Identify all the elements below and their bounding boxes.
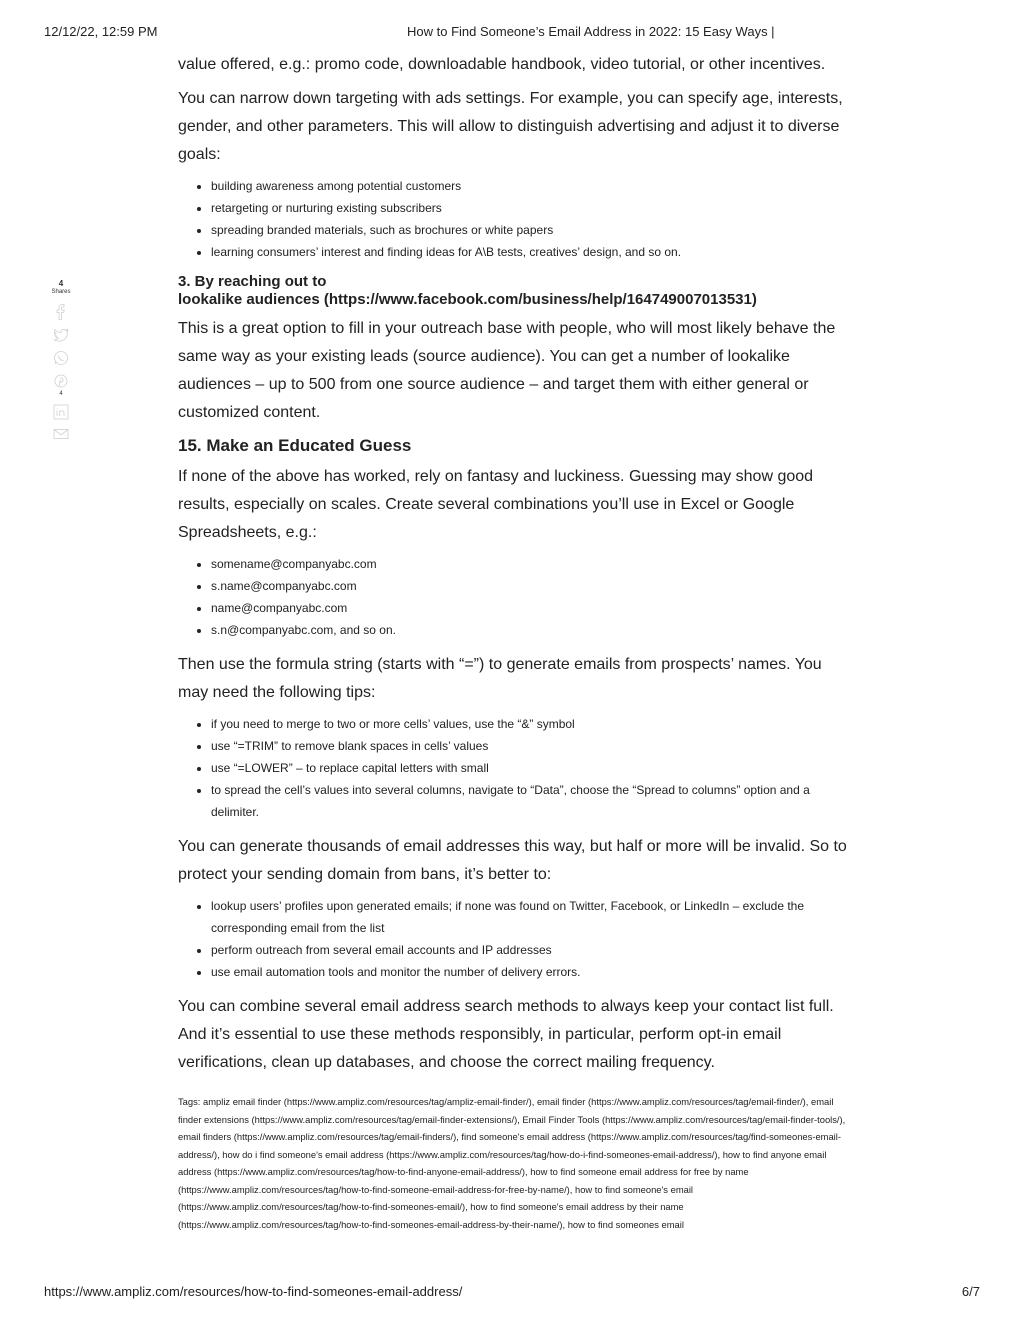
paragraph-lookalike: This is a great option to fill in your outreach base with people, who will most likely behave the same way as your existing leads (source audience). You can get a number of lookalike audiences – up to 500 from one source audience – and target them with either general or customized content.: [178, 320, 836, 421]
share-bar: [46, 279, 76, 448]
heading-lookalike[interactable]: [178, 273, 848, 309]
tags-list[interactable]: Tags: ampliz email finder (https://www.ampliz.com/resources/tag/ampliz-email-finder/), email finder (https://www.ampliz.com/resources/tag/email-finder/), email finder extensions (https://www.ampliz.com/resources/tag/email-finder-extensions/), Email Finder Tools (https://www.ampliz.com/resources/tag/email-finder-tools/), email finders (https://www.ampliz.com/resources/tag/email-finders/), find someone's email address (https://www.ampliz.com/resources/tag/find-someones-email-address/), how do i find someone's email address (https://www.ampliz.com/resources/tag/how-do-i-find-someones-email-address/), how to find anyone email address (https://www.ampliz.com/resources/tag/how-to-find-anyone-email-address/), how to find someone email address for free by name (https://www.ampliz.com/resources/tag/how-to-find-someone-email-address-for-free-by-name/), how to find someone's email (https://www.ampliz.com/resources/tag/how-to-find-someones-email/), how to find someone's email address by their name (https://www.ampliz.com/resources/tag/how-to-find-someones-email-address-by-their-name/), how to find someones email: [178, 1096, 846, 1230]
list-item: • retargeting or nurturing existing subscribers: [211, 197, 848, 219]
paragraph-generate: You can generate thousands of email addresses this way, but half or more will be invalid. So to protect your sending domain from bans, it’s better to:: [178, 838, 847, 883]
print-footer: [0, 1284, 1024, 1304]
paragraph-intro: value offered, e.g.: promo code, downloadable handbook, video tutorial, or other incentives.: [178, 56, 826, 73]
whatsapp-icon[interactable]: [46, 350, 76, 366]
linkedin-icon[interactable]: [46, 404, 76, 420]
twitter-icon[interactable]: [46, 328, 76, 342]
print-url: https://www.ampliz.com/resources/how-to-find-someones-email-address/: [44, 1284, 463, 1299]
paragraph-guess: If none of the above has worked, rely on fantasy and luckiness. Guessing may show good results, especially on scales. Create several combinations you’ll use in Excel or Google Spreadsheets, e.g.:: [178, 468, 814, 541]
list-item: • learning consumers’ interest and finding ideas for A\B tests, creatives’ design, and so on.: [211, 241, 848, 263]
list-item: • s.n@companyabc.com, and so on.: [211, 619, 848, 641]
list-item: • somename@companyabc.com: [211, 553, 848, 575]
facebook-icon[interactable]: [46, 304, 76, 320]
list-item: • lookup users’ profiles upon generated emails; if none was found on Twitter, Facebook, or LinkedIn – exclude the corresponding email from the list: [211, 895, 848, 939]
share-label: Shares: [51, 289, 71, 295]
print-header: [0, 24, 1024, 44]
list-item: • building awareness among potential customers: [211, 175, 848, 197]
protect-list: [178, 895, 848, 983]
list-item: • use “=TRIM” to remove blank spaces in cells’ values: [211, 735, 848, 757]
paragraph-targeting: You can narrow down targeting with ads settings. For example, you can specify age, interests, gender, and other parameters. This will allow to distinguish advertising and adjust it to diverse goals:: [178, 90, 843, 163]
list-item: • spreading branded materials, such as brochures or white papers: [211, 219, 848, 241]
email-icon[interactable]: [46, 428, 76, 440]
print-page-title: How to Find Someone’s Email Address in 2022: 15 Easy Ways |: [407, 24, 775, 39]
list-item: • use “=LOWER” – to replace capital letters with small: [211, 757, 848, 779]
paragraph-combine: You can combine several email address search methods to always keep your contact list full. And it’s essential to use these methods responsibly, in particular, perform opt-in email verifications, clean up databases, and choose the correct mailing frequency.: [178, 998, 834, 1071]
list-item: • if you need to merge to two or more cells’ values, use the “&” symbol: [211, 713, 848, 735]
email-combinations-list: [178, 553, 848, 641]
paragraph-formula: Then use the formula string (starts with “=”) to generate emails from prospects’ names. You may need the following tips:: [178, 656, 822, 701]
print-datetime: 12/12/22, 12:59 PM: [44, 24, 158, 39]
heading-educated-guess: 15. Make an Educated Guess: [178, 436, 412, 455]
share-count: 4: [58, 279, 64, 288]
list-item: • to spread the cell’s values into several columns, navigate to “Data”, choose the “Spread to columns” option and a delimiter.: [211, 779, 848, 823]
list-item: • name@companyabc.com: [211, 597, 848, 619]
goals-list: [178, 175, 848, 263]
lookalike-link[interactable]: lookalike audiences (https://www.facebook.com/business/help/164749007013531): [178, 291, 757, 308]
article-content: [178, 51, 848, 1233]
heading-lookalike-line1: 3. By reaching out to: [178, 273, 327, 290]
list-item: • s.name@companyabc.com: [211, 575, 848, 597]
page-number: 6/7: [961, 1284, 980, 1299]
pinterest-icon[interactable]: [46, 374, 76, 388]
list-item: • use email automation tools and monitor the number of delivery errors.: [211, 961, 848, 983]
list-item: • perform outreach from several email accounts and IP addresses: [211, 939, 848, 961]
tips-list: [178, 713, 848, 823]
pinterest-share-count: 4: [59, 391, 63, 397]
